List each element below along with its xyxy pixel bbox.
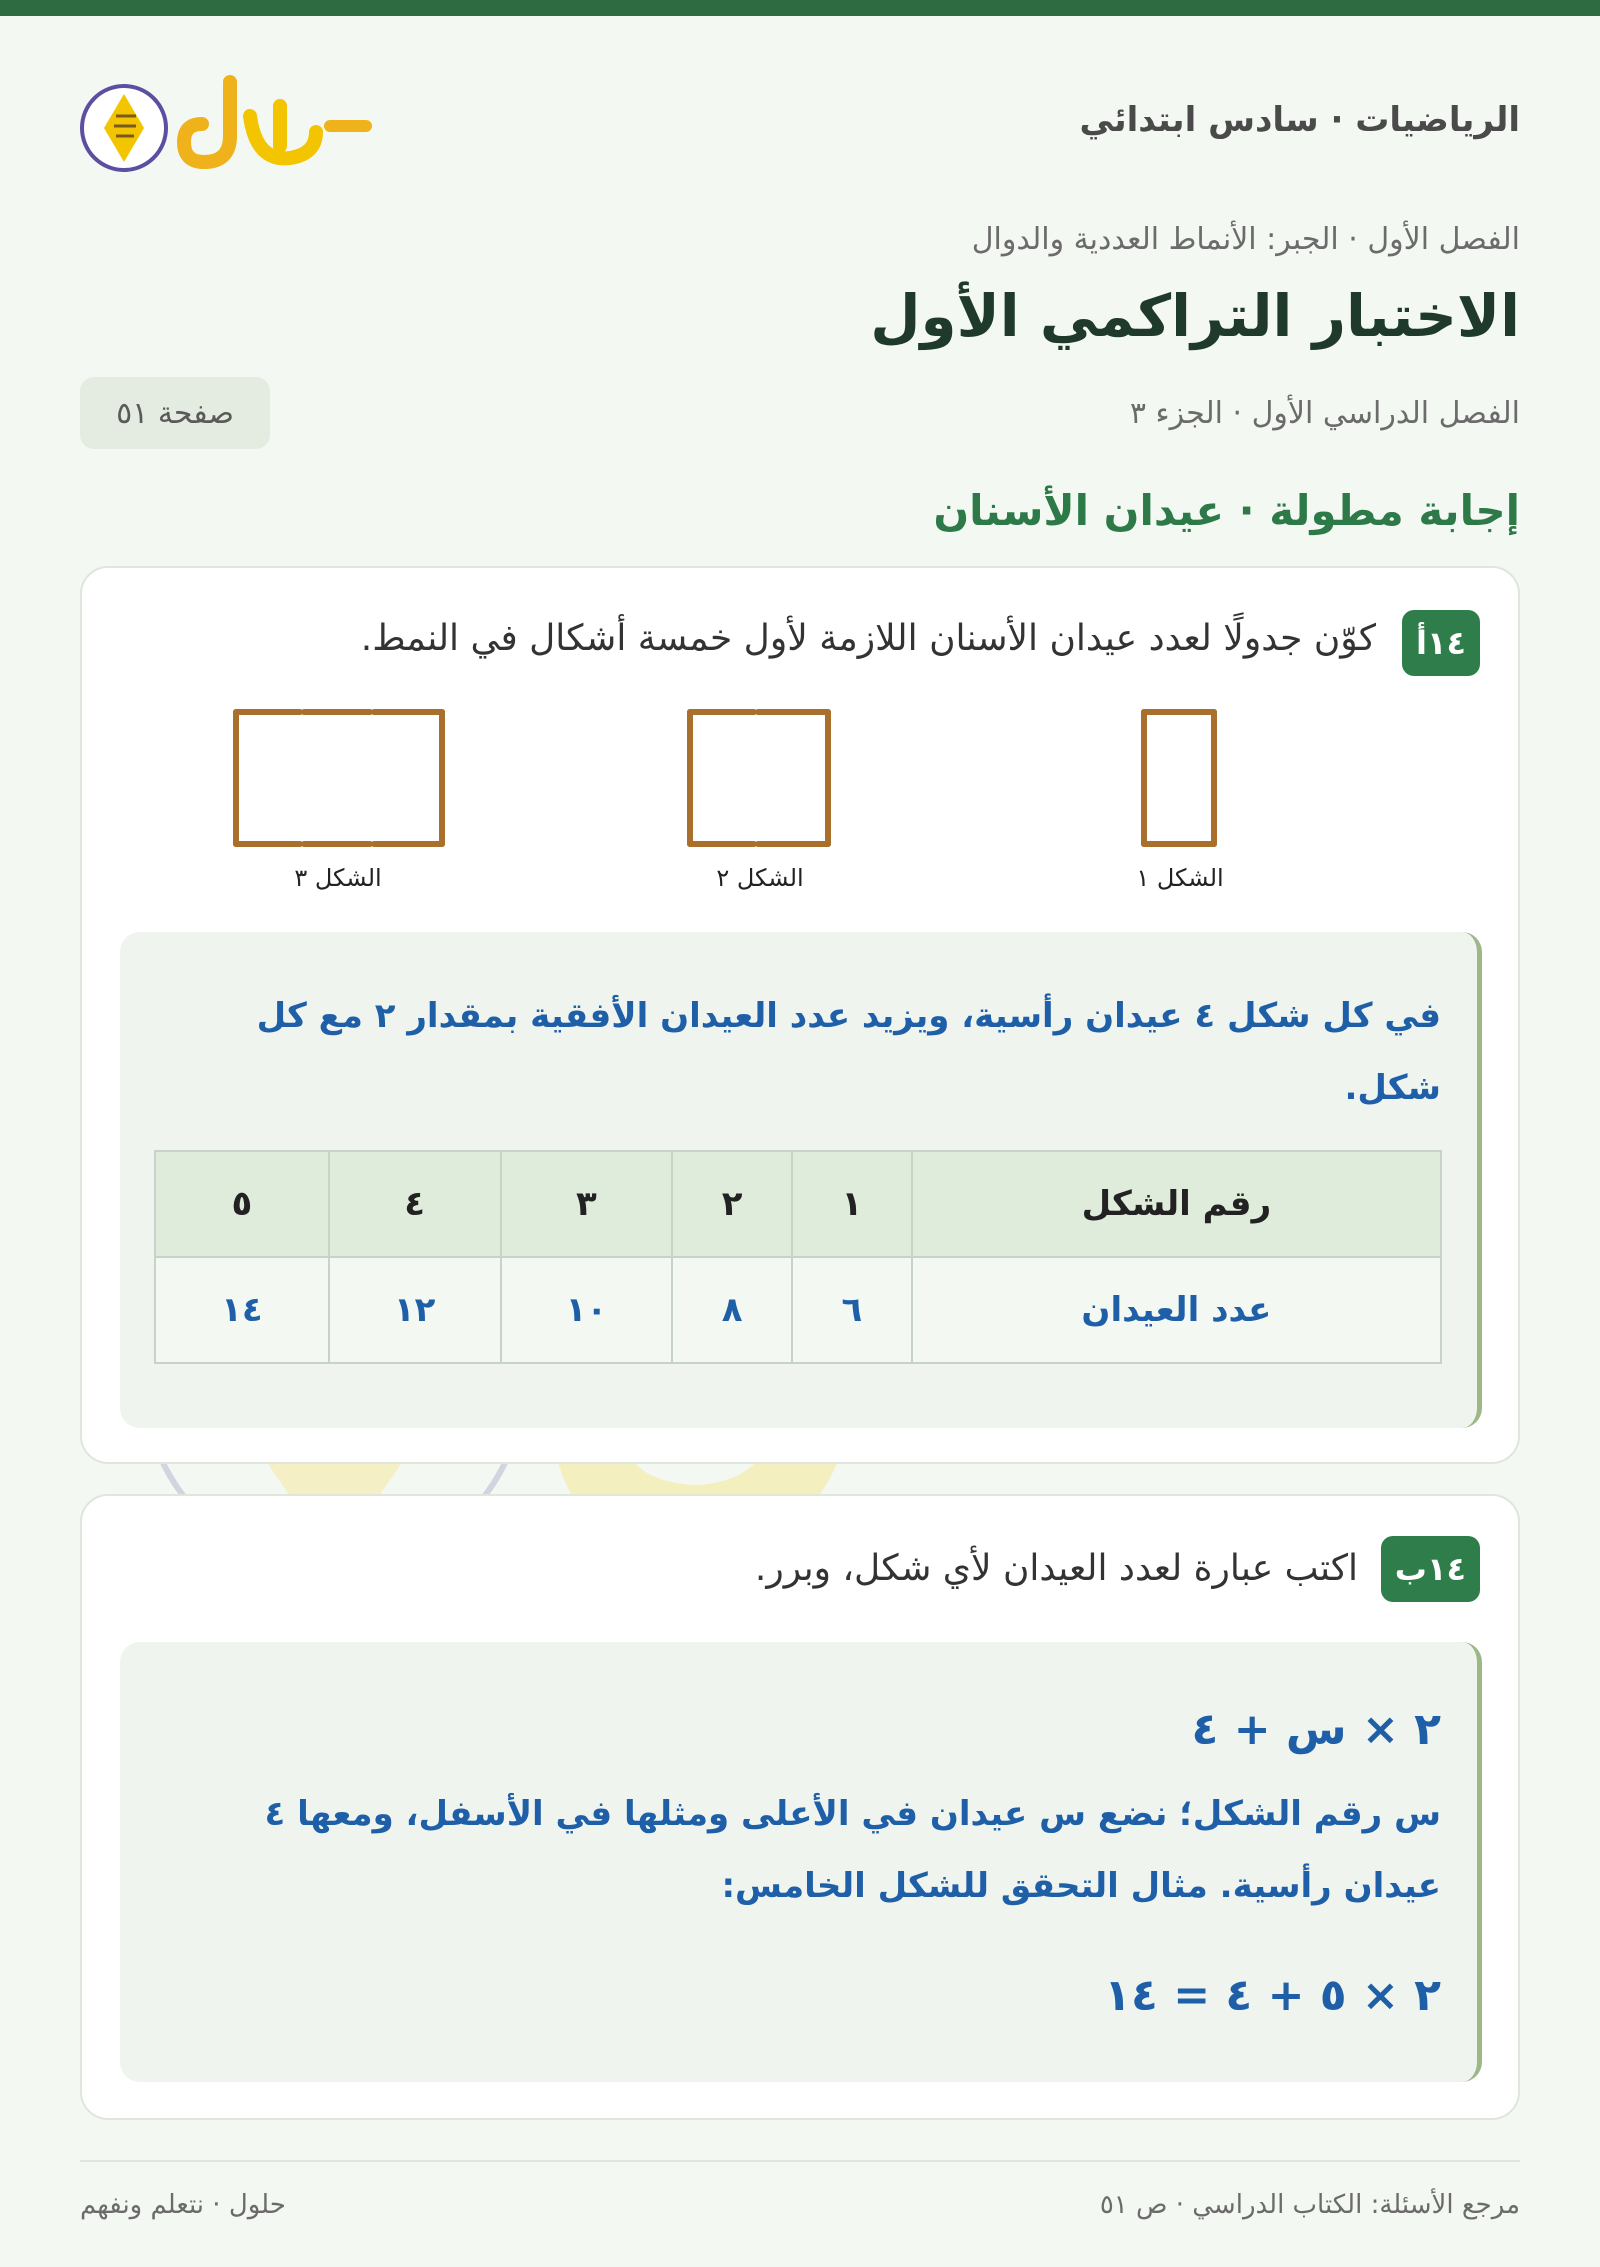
- chapter-label: الفصل الأول · الجبر: الأنماط العددية والدوال: [971, 222, 1520, 257]
- footer-divider: [80, 2160, 1520, 2162]
- answer-box-14a: [120, 932, 1482, 1428]
- stick-count-cell: ١٤: [155, 1257, 329, 1363]
- question-card-14b: [80, 1494, 1520, 2120]
- hulul-logo: [80, 66, 380, 186]
- answer-text: في كل شكل ٤ عيدان رأسية، ويزيد عدد العيدان الأفقية بمقدار ٢ مع كل شكل.: [256, 996, 1441, 1108]
- footer-reference: مرجع الأسئلة: الكتاب الدراسي · ص ٥١: [1099, 2190, 1520, 2220]
- subject-label: الرياضيات · سادس ابتدائي: [1079, 100, 1520, 140]
- figure-number-cell: ٤: [329, 1151, 501, 1257]
- figure-number-cell: ٣: [501, 1151, 673, 1257]
- figure-number-cell: ٥: [155, 1151, 329, 1257]
- table-row-stick-count: [155, 1257, 1441, 1363]
- question-badge: ١٤ب: [1381, 1536, 1480, 1602]
- stick-count-cell: ٨: [672, 1257, 792, 1363]
- section-heading: إجابة مطولة · عيدان الأسنان: [933, 486, 1520, 535]
- figure-3-label: الشكل ٣: [294, 864, 382, 892]
- footer-brand: حلول · نتعلم ونفهم: [80, 2190, 286, 2220]
- stick-count-cell: ١٢: [329, 1257, 501, 1363]
- formula-expression: ٢ × س + ٤: [1191, 1704, 1441, 1755]
- toothpick-figures: [82, 694, 1522, 894]
- page-title: الاختبار التراكمي الأول: [870, 282, 1520, 350]
- row-header-figure-number: رقم الشكل: [912, 1151, 1441, 1257]
- question-badge: ١٤أ: [1402, 610, 1480, 676]
- figure-1-label: الشكل ١: [1136, 864, 1224, 892]
- semester-label: الفصل الدراسي الأول · الجزء ٣: [1129, 396, 1520, 431]
- question-text: اكتب عبارة لعدد العيدان لأي شكل، وبرر.: [754, 1548, 1358, 1589]
- formula-explanation: س رقم الشكل؛ نضع س عيدان في الأعلى ومثلها في الأسفل، ومعها ٤ عيدان رأسية. مثال التحقق للشكل الخامس:: [264, 1794, 1441, 1906]
- formula-check: ٢ × ٥ + ٤ = ١٤: [1104, 1970, 1441, 2021]
- stick-count-cell: ٦: [792, 1257, 912, 1363]
- top-accent-bar: [0, 0, 1600, 16]
- page-number-badge: صفحة ٥١: [80, 377, 270, 449]
- figure-2-label: الشكل ٢: [716, 864, 804, 892]
- table-row-figure-number: [155, 1151, 1441, 1257]
- figure-2: [690, 712, 828, 844]
- figure-1: [1144, 712, 1214, 844]
- question-card-14a: [80, 566, 1520, 1464]
- question-text: كوّن جدولًا لعدد عيدان الأسنان اللازمة لأول خمسة أشكال في النمط.: [360, 618, 1376, 659]
- figure-number-cell: ١: [792, 1151, 912, 1257]
- stick-count-cell: ١٠: [501, 1257, 673, 1363]
- row-header-stick-count: عدد العيدان: [912, 1257, 1441, 1363]
- figure-number-cell: ٢: [672, 1151, 792, 1257]
- page-header: [80, 60, 1520, 200]
- figure-3: [236, 712, 442, 844]
- answer-box-14b: [120, 1642, 1482, 2082]
- pattern-table: [154, 1150, 1442, 1364]
